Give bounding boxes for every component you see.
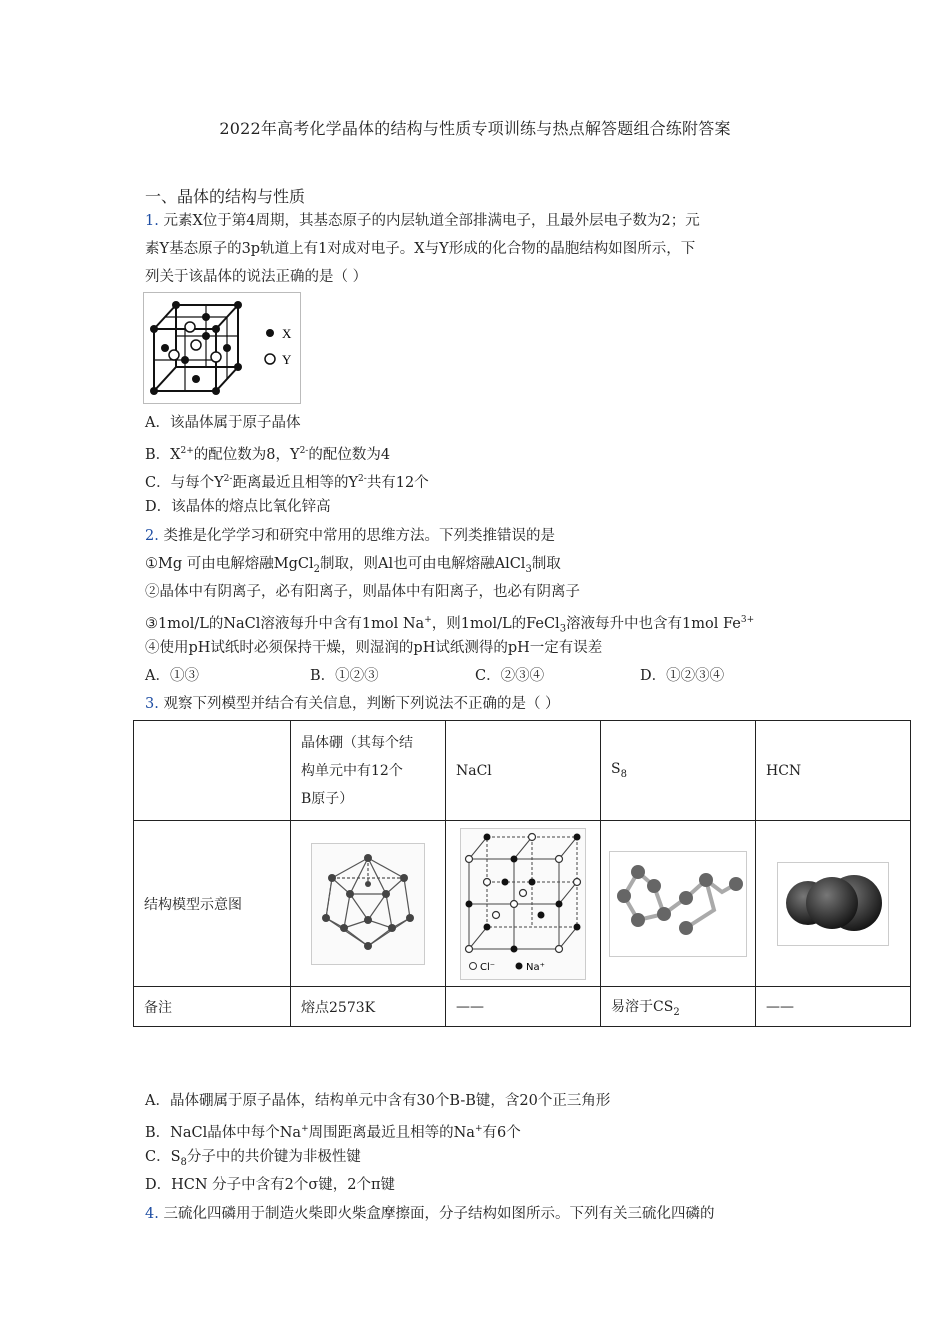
s8-ring-image xyxy=(609,851,747,957)
table-header-empty xyxy=(134,721,291,821)
q1-option-c: C．与每个$Y^{2-}$距离最近且相等的$Y^{2-}$共有12个 xyxy=(145,474,429,491)
q2-options xyxy=(145,666,724,686)
table-row-note-label: 备注 xyxy=(134,987,291,1027)
table-row-structure-label: 结构模型示意图 xyxy=(134,821,291,987)
q2-statement-2: ②晶体中有阴离子，必有阳离子，则晶体中有阳离子，也必有阴离子 xyxy=(145,584,580,600)
na-legend-label: Na⁺ xyxy=(526,961,545,973)
legend-y-marker xyxy=(265,354,275,364)
document-title: 2022年高考化学晶体的结构与性质专项训练与热点解答题组合练附答案 xyxy=(219,119,731,138)
q4-stem: 4. 三硫化四磷用于制造火柴即火柴盒摩擦面，分子结构如图所示。下列有关三硫化四磷的 xyxy=(145,1206,715,1222)
q2-option-b: B．①②③ xyxy=(310,668,379,684)
s8-note: 易溶于$CS_2$ xyxy=(601,987,756,1027)
q3-option-d: D．HCN 分子中含有2个σ键，2个π键 xyxy=(145,1177,396,1193)
nacl-note: —— xyxy=(446,987,601,1027)
q2-statement-3: ③1mol/L的NaCl溶液每升中含有1mol Na+，则1mol/L的FeCl$_3$溶液每升中也含有1mol $Fe^{3+}$ xyxy=(145,615,755,635)
q1-crystal-figure xyxy=(143,292,301,404)
q3-option-c: C．$S_8$分子中的共价键为非极性键 xyxy=(145,1149,361,1168)
cl-legend-marker xyxy=(470,962,477,969)
q3-stem: 3. 观察下列模型并结合有关信息，判断下列说法不正确的是（ ） xyxy=(145,696,560,712)
boron-note: 熔点2573K xyxy=(291,987,446,1027)
legend-y-label: Y xyxy=(282,352,292,367)
table-header-s8: $S_8$ xyxy=(601,721,756,821)
q2-option-a: A．①③ xyxy=(145,668,199,684)
q4-number: 4. xyxy=(145,1206,159,1222)
section-heading: 一、晶体的结构与性质 xyxy=(145,187,306,206)
q1-option-a: A．该晶体属于原子晶体 xyxy=(145,415,301,431)
table-header-nacl: NaCl xyxy=(446,721,601,821)
na-legend-marker xyxy=(516,962,523,969)
hcn-structure-cell xyxy=(756,821,911,987)
q2-stem: 2. 类推是化学学习和研究中常用的思维方法。下列类推错误的是 xyxy=(145,528,555,544)
q3-option-b: B．NaCl晶体中每个Na+周围距离最近且相等的Na+有6个 xyxy=(145,1124,521,1141)
cl-legend-label: Cl⁻ xyxy=(480,961,496,973)
q2-option-d: D．①②③④ xyxy=(640,668,725,684)
q3-number: 3. xyxy=(145,696,159,712)
boron-icosahedron-image xyxy=(311,843,425,965)
q3-option-a: A．晶体硼属于原子晶体，结构单元中含有30个B-B键，含20个正三角形 xyxy=(145,1093,611,1109)
nacl-structure-cell xyxy=(446,821,601,987)
q2-statement-1: ①Mg 可由电解熔融MgCl$_2$制取，则Al也可由电解熔融AlCl$_3$制取 xyxy=(145,556,561,575)
s8-structure-cell xyxy=(601,821,756,987)
table-header-boron: 晶体硼（其每个结 构单元中有12个 B原子） xyxy=(291,721,446,821)
legend-x-label: X xyxy=(282,326,292,341)
q1-line1: 1. 元素X位于第4周期，其基态原子的内层轨道全部排满电子，且最外层电子数为2；元 xyxy=(145,213,700,229)
q1-line3: 列关于该晶体的说法正确的是（ ） xyxy=(145,269,368,285)
q1-number: 1. xyxy=(145,213,159,229)
q1-option-d: D．该晶体的熔点比氧化锌高 xyxy=(145,499,331,515)
table-header-hcn: HCN xyxy=(756,721,911,821)
q3-models-table xyxy=(133,720,911,1027)
hcn-spacefill-image xyxy=(777,862,889,946)
q1-line2: 素Y基态原子的3p轨道上有1对成对电子。X与Y形成的化合物的晶胞结构如图所示，下 xyxy=(145,241,696,257)
q1-option-b: B．$X^{2+}$的配位数为8，$Y^{2-}$的配位数为4 xyxy=(145,446,391,463)
nacl-lattice-image xyxy=(460,828,586,980)
q2-statement-4: ④使用pH试纸时必须保持干燥，则湿润的pH试纸测得的pH一定有误差 xyxy=(145,640,603,656)
q2-option-c: C．②③④ xyxy=(475,668,545,684)
boron-structure-cell xyxy=(291,821,446,987)
q2-number: 2. xyxy=(145,528,159,544)
hcn-note: —— xyxy=(756,987,911,1027)
legend-x-marker xyxy=(266,329,274,337)
